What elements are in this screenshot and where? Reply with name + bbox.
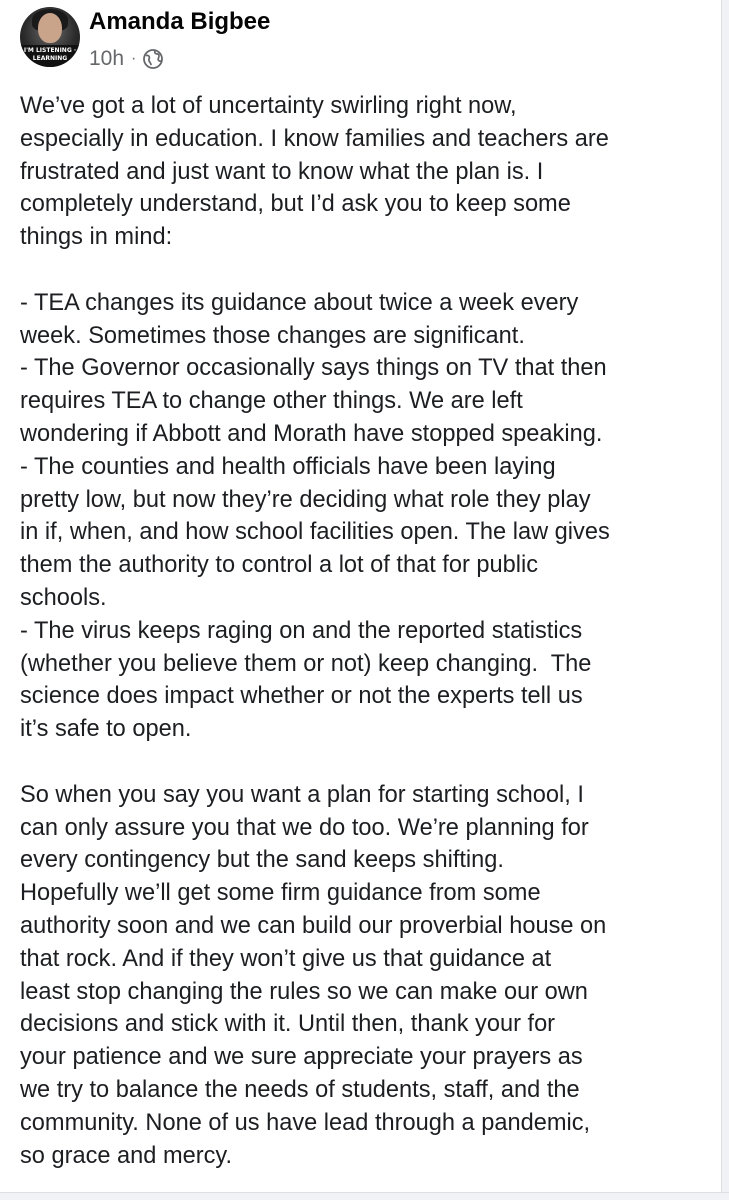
post-meta (89, 46, 164, 72)
meta-separator: · (131, 50, 137, 67)
bottom-divider (0, 1192, 729, 1200)
author-avatar[interactable] (20, 7, 80, 67)
post-timestamp[interactable]: 10h (89, 47, 125, 70)
avatar-banner-text: I'M LISTENING · LEARNING (20, 45, 80, 67)
right-divider (721, 0, 729, 1200)
globe-icon[interactable] (142, 48, 164, 70)
author-name[interactable]: Amanda Bigbee (89, 8, 271, 35)
avatar-face (38, 13, 62, 43)
post-body-text: We’ve got a lot of uncertainty swirling right now, especially in education. I know families and teachers are frustrated and just want to know what the plan is. I completely understand, but I’d ask you to keep some things in mind: - TEA changes its guidance about twice a week every week. Sometimes those changes are significant. - The Governor occasionally says things on TV that then requires TEA to change other things. We are left wondering if Abbott and Morath have stopped speaking. - The counties and health officials have been laying pretty low, but now they’re deciding what role they play in if, when, and how school facilities open. The law gives them the authority to control a lot of that for public schools. - The virus keeps raging on and the reported statistics (whether you believe them or not) keep changing. The science does impact whether or not the experts tell us it’s safe to open. So when you say you want a plan for starting school, I can only assure you that we do too. We’re planning for every contingency but the sand keeps shifting. Hopefully we’ll get some firm guidance from some authority soon and we can build our proverbial house on that rock. And if they won’t give us that guidance at least stop changing the rules so we can make our own decisions and stick with it. Until then, thank your for your patience and we sure appreciate your prayers as we try to balance the needs of students, staff, and the community. None of us have lead through a pandemic, so grace and mercy. (20, 93, 610, 1169)
post-header (20, 6, 700, 76)
